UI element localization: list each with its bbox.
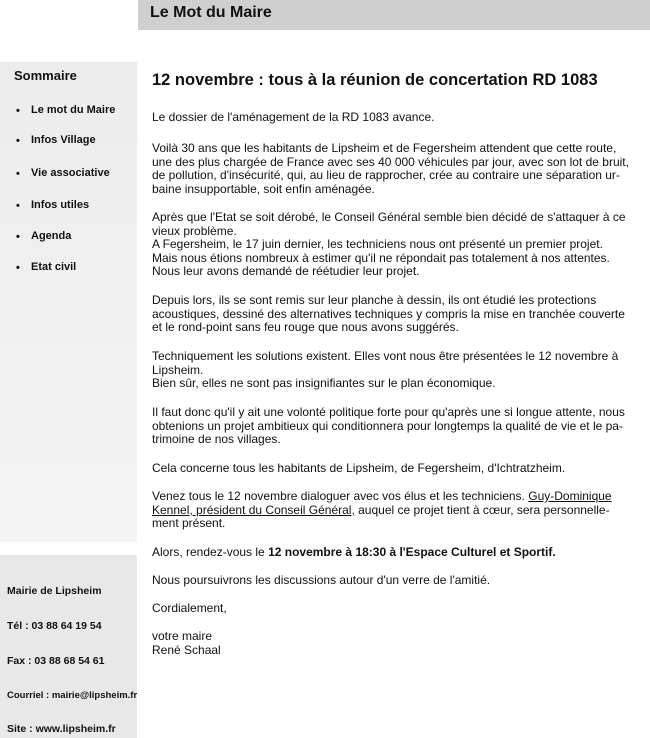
article-title: 12 novembre : tous à la réunion de concertation RD 1083 xyxy=(152,71,598,89)
bullet-icon: • xyxy=(16,200,20,212)
paragraph-invitation: Venez tous le 12 novembre dialoguer avec vos élus et les techniciens. Guy-Dominique Kennel, président du Conseil Général, auquel ce projet tient à cœur, sera personnelle- ment présent. xyxy=(152,489,612,530)
sidebar-item-label: Etat civil xyxy=(31,261,77,273)
sidebar-item-label: Infos utiles xyxy=(31,199,90,211)
paragraph-etudes: Depuis lors, ils se sont remis sur leur planche à dessin, ils ont étudié les protections acoustiques, dessiné des alternatives techniques y compris la mise en tranchée couverte et le rond-point sans feu rouge que nous avons suggérés. xyxy=(152,293,625,334)
contact-site[interactable]: Site : www.lipsheim.fr xyxy=(7,723,116,735)
president-link-continued[interactable]: Kennel, président du Conseil Général, xyxy=(152,502,355,517)
sidebar-title: Sommaire xyxy=(14,68,77,83)
bullet-icon: • xyxy=(16,105,20,117)
paragraph-conseil: Après que l'Etat se soit dérobé, le Conseil Général semble bien décidé de s'attaquer à ce vieux problème. A Fegersheim, le 17 juin dernier, les techniciens nous ont présenté un premier projet. Mais nous étions nombreux à estimer qu'il ne répondait pas totalement à nos attentes. Nous leur avons demandé de réétudier leur projet. xyxy=(152,210,626,278)
paragraph-habitants: Cela concerne tous les habitants de Lipsheim, de Fegersheim, d'Ichtratzheim. xyxy=(152,461,566,475)
contact-fax: Fax : 03 88 68 54 61 xyxy=(7,655,105,667)
header-band xyxy=(138,0,650,30)
paragraph-solutions: Techniquement les solutions existent. Elles vont nous être présentées le 12 novembre à Lipsheim. Bien sûr, elles ne sont pas insignifiantes sur le plan économique. xyxy=(152,349,619,390)
sidebar-item-label: Agenda xyxy=(31,230,72,242)
paragraph-amitie: Nous poursuivrons les discussions autour d'un verre de l'amitié. xyxy=(152,573,491,587)
bullet-icon: • xyxy=(16,135,20,147)
president-link[interactable]: Guy-Dominique xyxy=(528,489,612,503)
contact-name: Mairie de Lipsheim xyxy=(7,585,102,597)
paragraph-volonte: Il faut donc qu'il y ait une volonté politique forte pour qu'après une si longue attente, nous obtenions un projet ambitieux qui conditionnera pour longtemps la qualité de vie et le pa- trimoine de nos villages. xyxy=(152,405,625,446)
paragraph-intro: Le dossier de l'aménagement de la RD 1083 avance. xyxy=(152,110,435,124)
bullet-icon: • xyxy=(16,262,20,274)
sidebar-item-label: Le mot du Maire xyxy=(31,104,116,116)
sidebar-item-label: Infos Village xyxy=(31,134,96,146)
contact-panel xyxy=(0,555,137,738)
closing: Cordialement, xyxy=(152,601,227,615)
signature: votre maire René Schaal xyxy=(152,629,221,657)
bullet-icon: • xyxy=(16,231,20,243)
bullet-icon: • xyxy=(16,168,20,180)
paragraph-history: Voilà 30 ans que les habitants de Lipsheim et de Fegersheim attendent que cette route, une des plus chargée de France avec ses 40 000 véhicules par jour, avec son lot de bruit, de pollution, d'insécurité, qui, au lieu de rapprocher, crée au contraire une séparation ur- baine insupportable, soit enfin aménagée. xyxy=(152,141,629,196)
page-title: Le Mot du Maire xyxy=(150,4,272,21)
contact-email[interactable]: Courriel : mairie@lipsheim.fr xyxy=(7,690,138,701)
sidebar-item-label: Vie associative xyxy=(31,167,110,179)
paragraph-rendez-vous: Alors, rendez-vous le 12 novembre à 18:30 à l'Espace Culturel et Sportif. xyxy=(152,545,556,559)
contact-tel: Tél : 03 88 64 19 54 xyxy=(7,620,102,632)
